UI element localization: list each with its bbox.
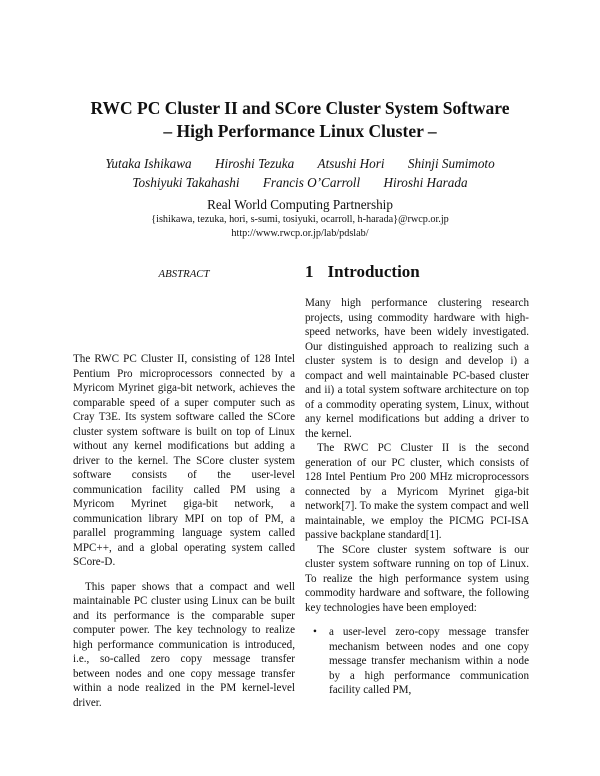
author-emails: {ishikawa, tezuka, hori, s-sumi, tosiyuki, ocarroll, h-harada}@rwcp.or.jp bbox=[151, 214, 449, 225]
intro-paragraph-1: Many high performance clustering research projects, using commodity hardware with high-speed networks, have been widely investigated. Our distinguished approach to realizing such a cluster system is to design and develop i) a compact and well maintainable PC-based cluster and ii) a total system software architecture on top of a commodity operating system, Linux, without any kernel modifications but adding a driver to the kernel. bbox=[305, 297, 529, 440]
abstract-body bbox=[73, 352, 295, 710]
introduction-body bbox=[305, 296, 529, 698]
abstract-paragraph-1: The RWC PC Cluster II, consisting of 128 Intel Pentium Pro microprocessors connected by a Myricom Myrinet giga-bit network, achieves the comparable speed of a super computer such as Cray T3E. Its system software called the SCore cluster system software is built on top of Linux without any kernel modifications but adding a driver to the kernel. The SCore cluster system software consists of the user-level communication facility called PM using a Myricom Myrinet giga-bit network, a communication library MPI on top of PM, a parallel programming language system called MPC++, and a global operating system called SCore-D. bbox=[73, 353, 295, 568]
key-technologies-list bbox=[305, 625, 529, 698]
author-name: Hiroshi Harada bbox=[383, 175, 468, 190]
author-name: Hiroshi Tezuka bbox=[214, 156, 295, 171]
affiliation-org: Real World Computing Partnership bbox=[207, 197, 393, 212]
abstract-heading: ABSTRACT bbox=[158, 268, 210, 280]
author-name: Shinji Sumimoto bbox=[407, 156, 495, 171]
abstract-paragraph-2: This paper shows that a compact and well maintainable PC cluster using Linux can be built and its performance is the comparable super computer power. The key technology to realize high performance communication is introduced, i.e., so-called zero copy message transfer between nodes and one copy message transfer within a node realized in the PM kernel-level driver. bbox=[73, 580, 295, 709]
list-item-text: a user-level zero-copy message transfer mechanism between nodes and one copy message transfer mechanism within a node by a high performance communication facility called PM, bbox=[329, 626, 529, 696]
author-row-2 bbox=[0, 173, 600, 192]
intro-paragraph-2: The RWC PC Cluster II is the second generation of our PC cluster, which consists of 128 Intel Pentium Pro 200 MHz microprocessors connected by a Myricom Myrinet giga-bit network[7]. To make the system compact and well maintainable, we employ the PICMG PCI-ISA passive backplane standard[1]. bbox=[305, 442, 529, 541]
author-name: Francis O’Carroll bbox=[262, 175, 361, 190]
section-heading-introduction bbox=[305, 262, 420, 282]
author-row-1 bbox=[0, 154, 600, 173]
author-name: Yutaka Ishikawa bbox=[105, 156, 192, 171]
list-item bbox=[305, 625, 529, 698]
paper-title-line-2: – High Performance Linux Cluster – bbox=[163, 121, 437, 141]
section-title: Introduction bbox=[327, 262, 420, 281]
intro-paragraph-3: The SCore cluster system software is our cluster system software running on top of Linux. To realize the high performance system using commodity hardware and software, the following key technologies have been employed: bbox=[305, 543, 529, 614]
author-name: Atsushi Hori bbox=[317, 156, 385, 171]
section-number: 1 bbox=[305, 262, 314, 281]
author-name: Toshiyuki Takahashi bbox=[132, 175, 240, 190]
bullet-icon: • bbox=[313, 626, 317, 638]
lab-url[interactable]: http://www.rwcp.or.jp/lab/pdslab/ bbox=[231, 228, 369, 239]
paper-title-line-1: RWC PC Cluster II and SCore Cluster System Software bbox=[90, 98, 510, 118]
